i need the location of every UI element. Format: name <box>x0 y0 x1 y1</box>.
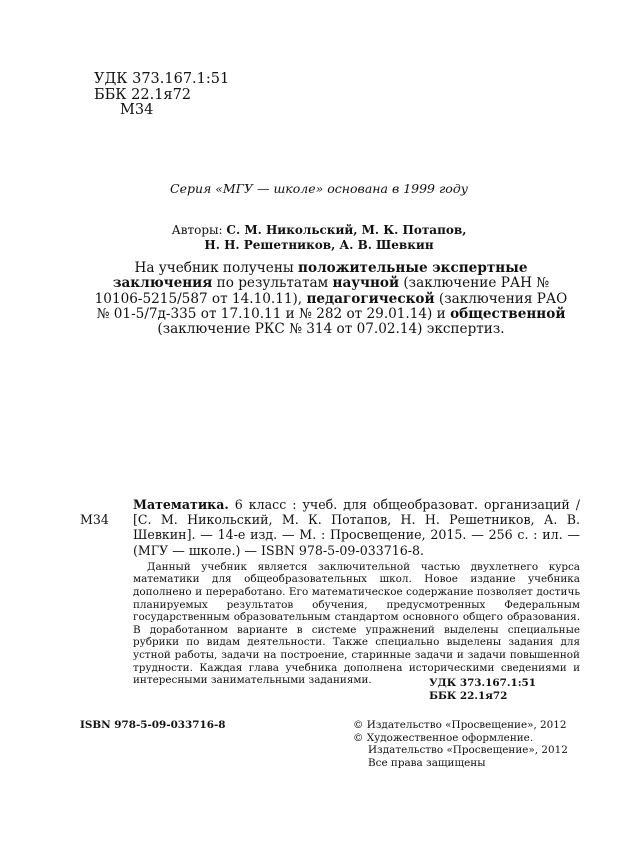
expert-text-3: (заключение РАН № 10106-5215/587 от 14.10.11), <box>94 275 550 307</box>
expert-bold-3: педагогической <box>306 290 435 307</box>
expert-review-note <box>92 261 570 337</box>
expert-text-4: (заключения РАО № 01-5/7д-335 от 17.10.11 и № 282 от 29.01.14) и <box>96 290 568 322</box>
udk-code: УДК 373.167.1:51 <box>94 71 230 87</box>
expert-text-1: На учебник получены <box>134 260 299 276</box>
bib-author-mark: М34 <box>80 512 109 528</box>
authors-line-2: Н. Н. Решетников, А. В. Шевкин <box>204 238 434 252</box>
authors-line-1: С. М. Никольский, М. К. Потапов, <box>226 223 467 237</box>
udk-code-bottom: УДК 373.167.1:51 <box>429 677 536 689</box>
classification-codes-bottom <box>429 677 536 702</box>
copyright-block <box>353 719 568 769</box>
copyright-line-4: Все права защищены <box>368 756 486 769</box>
copyright-line-3: Издательство «Просвещение», 2012 <box>368 744 568 757</box>
expert-bold-1: положительные экспертные заключения <box>112 260 528 292</box>
bib-details: 6 класс : учеб. для общеобразоват. организаций / [С. М. Никольский, М. К. Потапов, Н. Н. Решетников, А. В. Шевкин]. — 14-е изд. — М. : Просвещение, 2015. — 256 с. : ил. — (МГУ — школе.) — ISBN 978-5-09-033716-8. <box>133 497 580 558</box>
bbk-code-bottom: ББК 22.1я72 <box>429 689 508 702</box>
classification-codes <box>94 72 229 119</box>
bib-description <box>80 497 580 558</box>
isbn: ISBN 978-5-09-033716-8 <box>80 719 226 731</box>
copyright-line-2: © Художественное оформление. <box>353 731 534 744</box>
expert-bold-2: научной <box>332 275 400 292</box>
authors-block <box>0 223 638 253</box>
bib-title: Математика. <box>133 497 229 512</box>
author-mark: М34 <box>120 102 154 118</box>
copyright-line-1: © Издательство «Просвещение», 2012 <box>353 719 567 731</box>
annotation <box>80 561 580 687</box>
expert-text-5: (заключение РКС № 314 от 07.02.14) экспертиз. <box>157 321 505 338</box>
expert-text-2: по результатам <box>212 275 333 292</box>
authors-label: Авторы: <box>171 223 223 237</box>
annotation-text: Данный учебник является заключительной частью двухлетнего курса математики для общеобразовательных школ. Новое издание учебника дополнено и переработано. Его математическое содержание позволяет достичь планируемых результатов обучения, предусмотренных Федеральным государственным образовательным стандартом основного общего образования. В доработанном варианте в системе упражнений выделены специальные рубрики по видам деятельности. Также специально выделены задания для устной работы, задачи на построение, старинные задачи и задачи повышенной трудности. Каждая глава учебника дополнена историческими сведениями и интересными занимательными заданиями. <box>133 560 580 687</box>
expert-bold-4: общественной <box>450 305 566 322</box>
series-note: Серия «МГУ — школе» основана в 1999 году <box>170 181 468 196</box>
bbk-code: ББК 22.1я72 <box>94 86 192 103</box>
bibliographic-record <box>80 497 580 687</box>
